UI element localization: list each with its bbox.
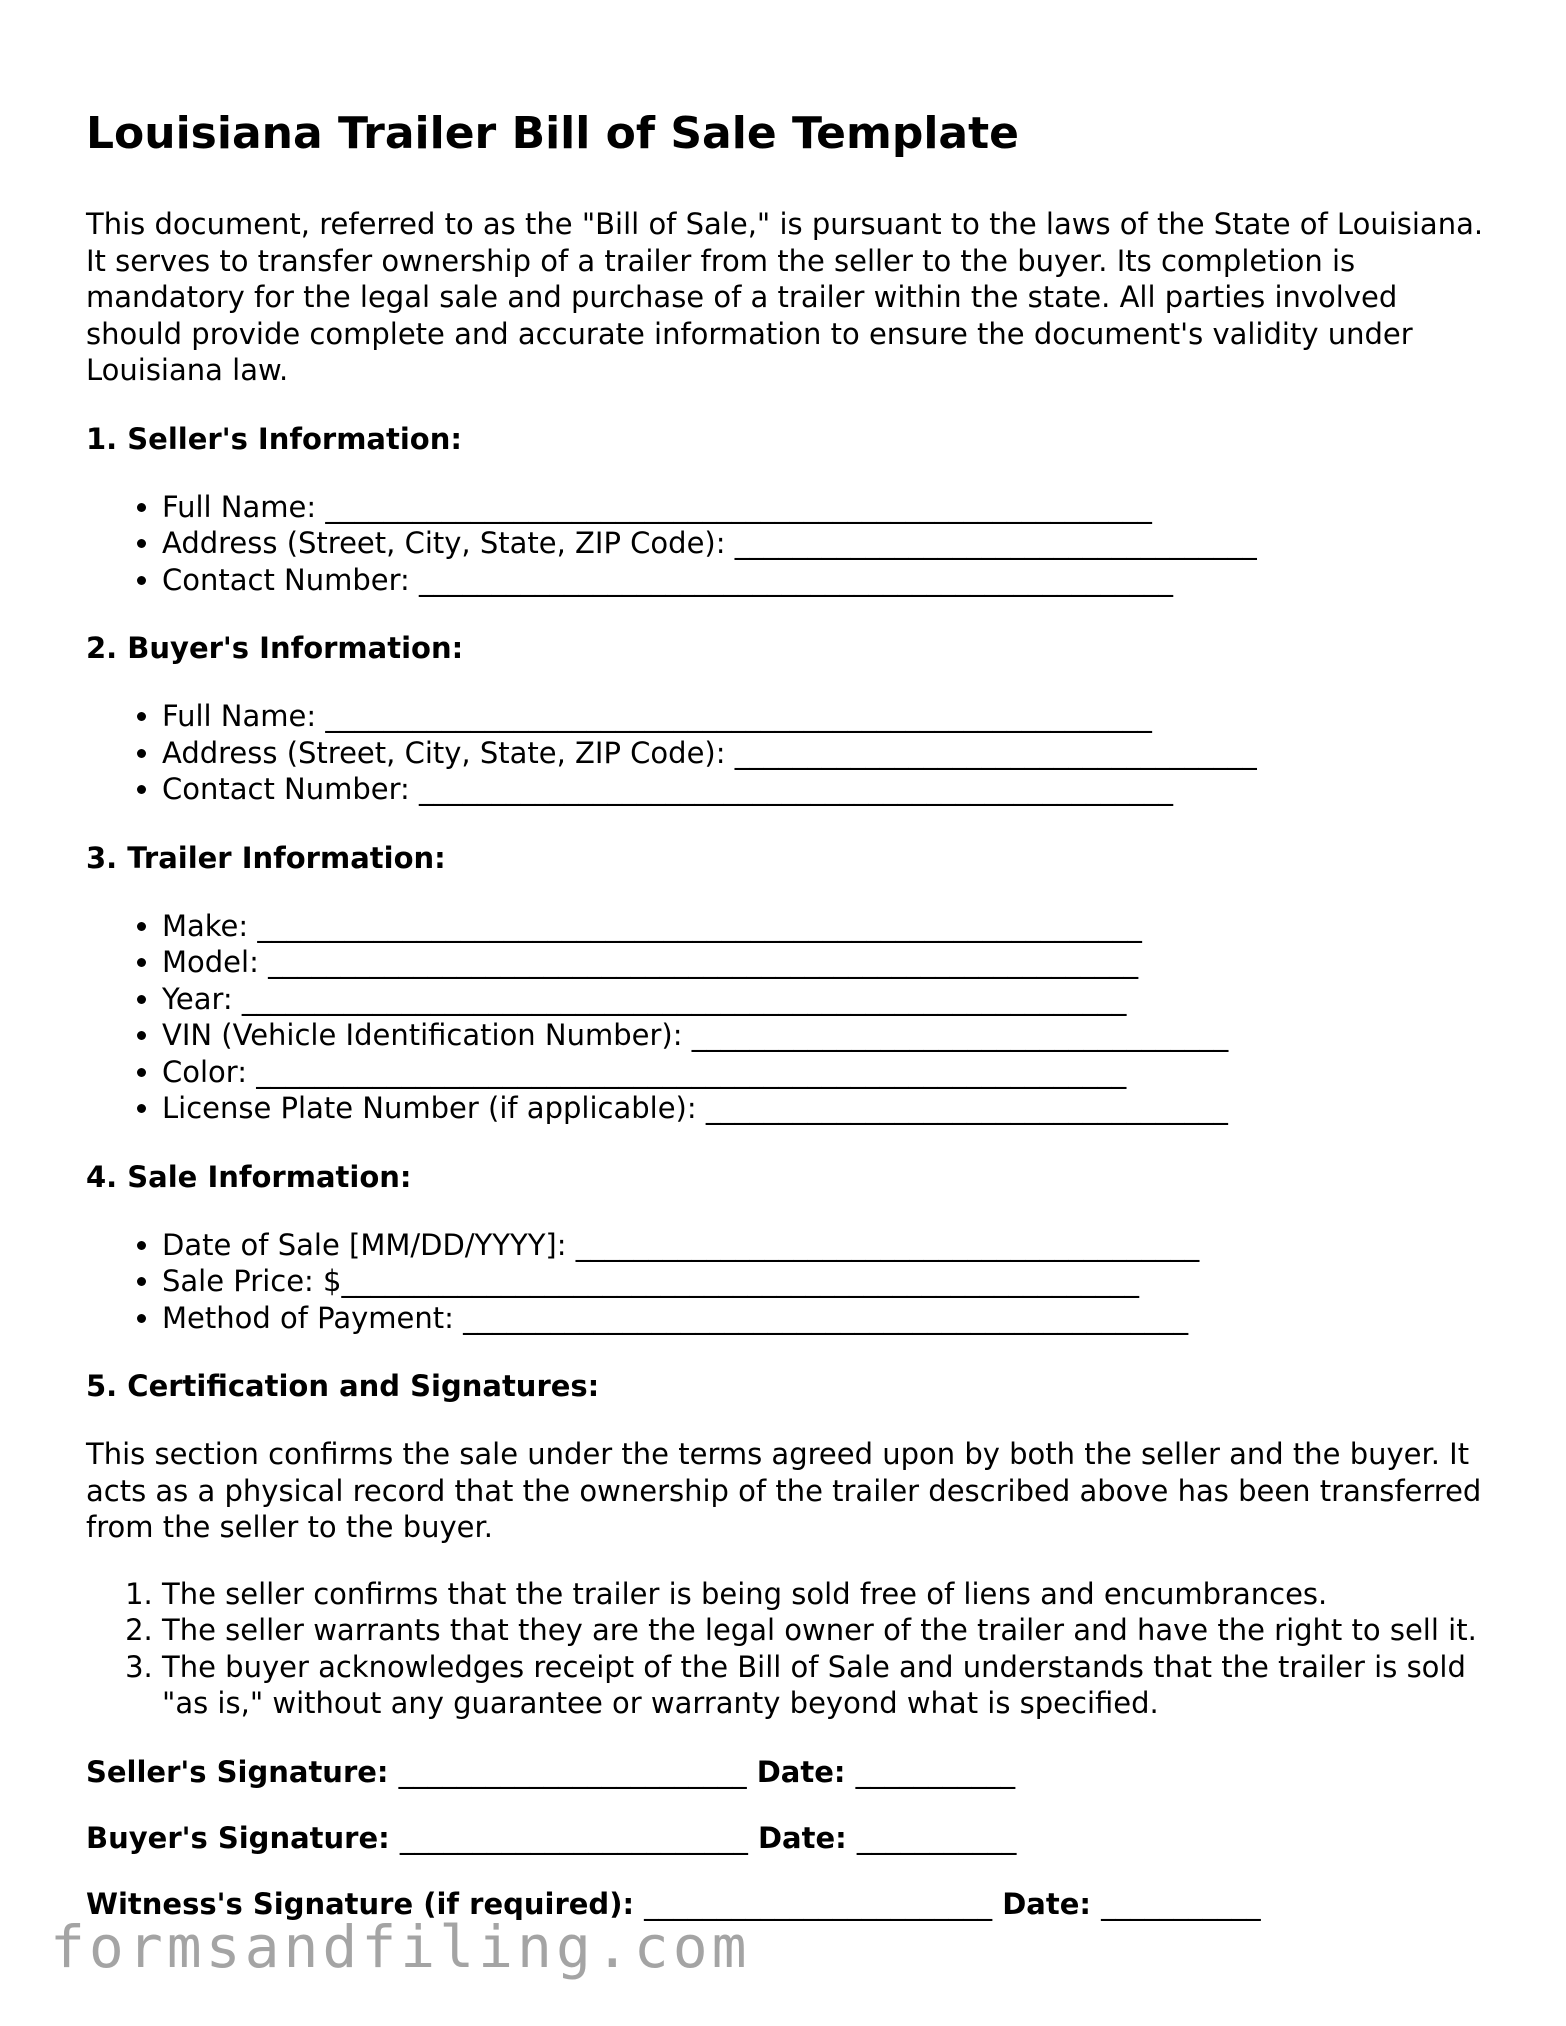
field-label: Full Name: — [162, 489, 326, 524]
field-trailer-vin — [162, 1017, 1486, 1054]
field-trailer-model — [162, 944, 1486, 981]
field-blank: _____________________________________ — [691, 1018, 1229, 1052]
field-blank: _____________________________________________________________ — [241, 981, 1127, 1016]
field-blank: _________________________________________________________ — [325, 699, 1152, 733]
field-trailer-color — [162, 1054, 1486, 1091]
field-blank: ____________________________________ — [734, 735, 1257, 770]
field-sale-price — [162, 1263, 1486, 1300]
field-seller-full-name — [162, 489, 1486, 526]
seller-fields-list — [86, 489, 1486, 599]
section-heading-trailer: 3. Trailer Information: — [86, 840, 446, 875]
field-label: Contact Number: — [162, 772, 420, 806]
field-blank: ____________________________________________________________ — [268, 945, 1139, 979]
date-blank: ___________ — [856, 1820, 1017, 1855]
section-heading-certification: 5. Certification and Signatures: — [86, 1369, 600, 1403]
field-label: License Plate Number (if applicable): — [162, 1091, 706, 1125]
field-label: Contact Number: — [162, 562, 420, 597]
section-heading-seller: 1. Seller's Information: — [86, 421, 462, 456]
field-blank: _____________________________________________________________ — [257, 908, 1142, 943]
document-page — [86, 104, 1486, 1950]
buyer-fields-list — [86, 698, 1486, 808]
field-trailer-year — [162, 981, 1486, 1018]
field-label: Date of Sale [MM/DD/YYYY]: — [162, 1227, 576, 1262]
field-buyer-address — [162, 735, 1486, 772]
certification-item: 3. The buyer acknowledges receipt of the Bill of Sale and understands that the trailer is sold "as is," without any guarantee or warranty beyond what is specified. — [162, 1649, 1486, 1722]
field-label: Model: — [162, 945, 269, 979]
document-title: Louisiana Trailer Bill of Sale Template — [86, 108, 1019, 159]
date-label: Date: — [992, 1886, 1102, 1921]
field-seller-address — [162, 525, 1486, 562]
watermark-text: formsandfiling.com — [50, 1913, 751, 1981]
trailer-fields-list — [86, 908, 1486, 1127]
field-blank: _________________________________________________________ — [325, 489, 1152, 524]
field-seller-contact — [162, 562, 1486, 599]
section-heading-sale: 4. Sale Information: — [86, 1159, 412, 1194]
field-label: Address (Street, City, State, ZIP Code): — [162, 526, 735, 560]
field-label: Make: — [162, 908, 258, 943]
seller-signature-line — [86, 1752, 1486, 1792]
signature-label: Seller's Signature: — [86, 1754, 399, 1789]
field-blank: _______________________________________________________ — [341, 1264, 1139, 1298]
field-label: Sale Price: $ — [162, 1264, 342, 1298]
field-label: Full Name: — [162, 699, 326, 733]
certification-item: 2. The seller warrants that they are the legal owner of the trailer and have the right to sell it. — [162, 1612, 1486, 1649]
field-buyer-contact — [162, 771, 1486, 808]
date-label: Date: — [746, 1754, 856, 1789]
sale-fields-list — [86, 1227, 1486, 1337]
signature-blank: ________________________ — [399, 1820, 748, 1855]
date-blank: ___________ — [855, 1754, 1016, 1789]
field-blank: ____________________________________________________________ — [256, 1054, 1127, 1089]
signature-label: Buyer's Signature: — [86, 1820, 400, 1855]
field-sale-date — [162, 1227, 1486, 1264]
signature-blank: ________________________ — [644, 1886, 993, 1921]
buyer-signature-line — [86, 1818, 1486, 1858]
certification-paragraph: This section confirms the sale under the terms agreed upon by both the seller and the buyer. It acts as a physical record that the ownership of the trailer described above has been transferred from the seller to the buyer. — [86, 1437, 1482, 1544]
field-blank: ____________________________________________________ — [419, 772, 1174, 806]
date-blank: ___________ — [1101, 1886, 1261, 1921]
field-blank: ___________________________________________ — [575, 1227, 1200, 1262]
field-blank: __________________________________________________ — [463, 1300, 1189, 1335]
field-label: Method of Payment: — [162, 1300, 464, 1335]
field-payment-method — [162, 1300, 1486, 1337]
signature-blank: ________________________ — [398, 1754, 747, 1789]
certification-list — [86, 1576, 1486, 1722]
field-label: VIN (Vehicle Identification Number): — [162, 1018, 692, 1052]
field-buyer-full-name — [162, 698, 1486, 735]
intro-paragraph: This document, referred to as the "Bill of Sale," is pursuant to the laws of the State of Louisiana. It serves to transfer ownership of a trailer from the seller to the buyer. Its completion is mandatory for the legal sale and purchase of a trailer within the state. All parties involved should provide complete and accurate information to ensure the document's validity under Louisiana law. — [86, 207, 1484, 387]
field-blank: ____________________________________________________ — [419, 562, 1174, 597]
field-blank: ____________________________________ — [705, 1091, 1228, 1125]
field-label: Color: — [162, 1054, 257, 1089]
section-heading-buyer: 2. Buyer's Information: — [86, 631, 464, 665]
field-trailer-make — [162, 908, 1486, 945]
field-label: Year: — [162, 981, 242, 1016]
field-trailer-license-plate — [162, 1090, 1486, 1127]
date-label: Date: — [747, 1820, 857, 1855]
signature-label: Witness's Signature (if required): — [86, 1886, 645, 1921]
field-label: Address (Street, City, State, ZIP Code): — [162, 735, 735, 770]
field-blank: ____________________________________ — [734, 526, 1257, 560]
certification-item: 1. The seller confirms that the trailer is being sold free of liens and encumbrances. — [162, 1576, 1486, 1613]
